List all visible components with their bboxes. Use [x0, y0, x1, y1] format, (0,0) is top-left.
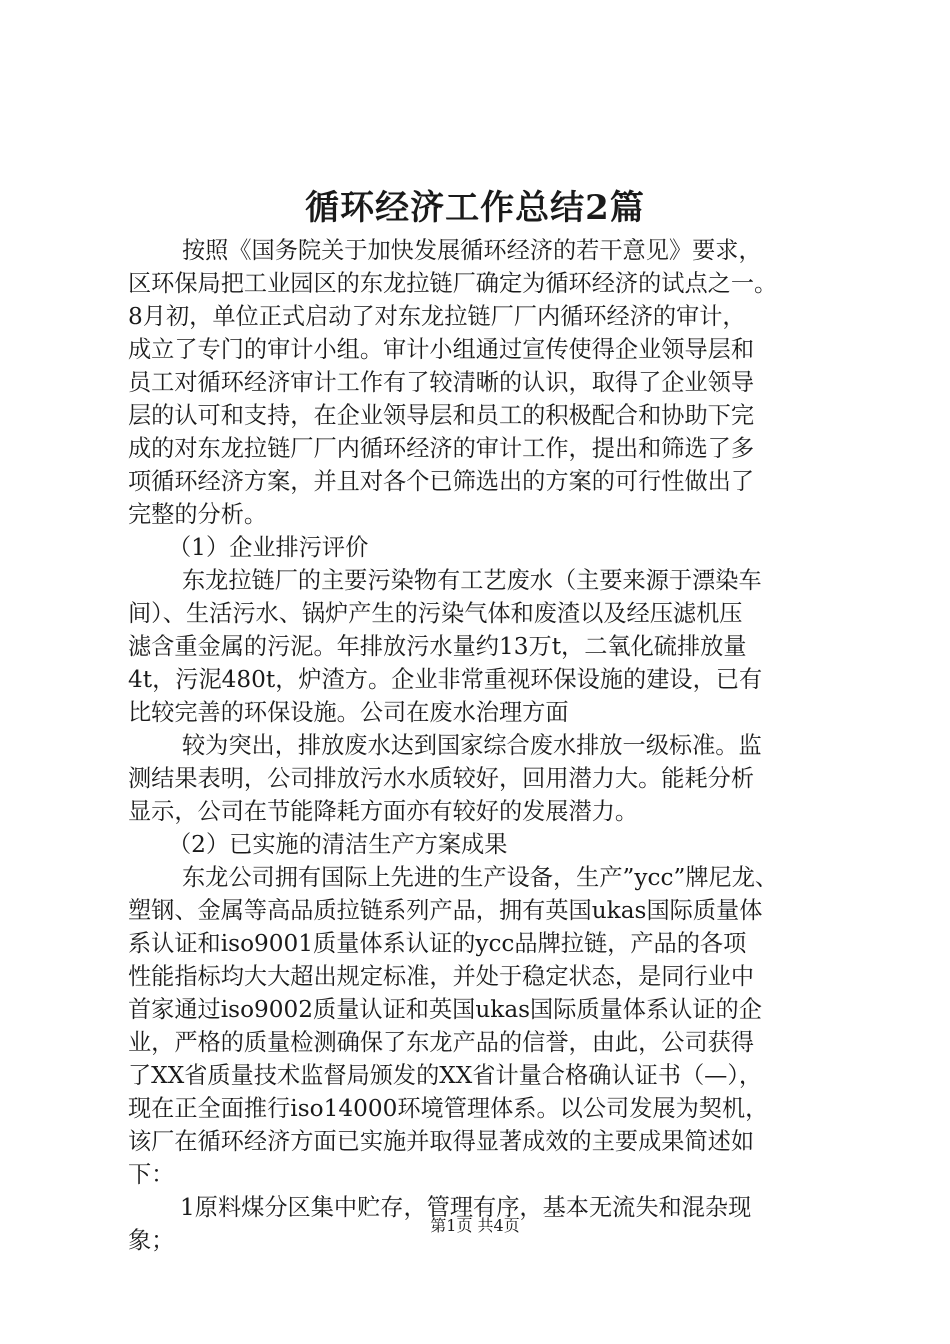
- text-line: 1原料煤分区集中贮存，管理有序，基本无流失和混杂现: [180, 1194, 752, 1221]
- text-line: 员工对循环经济审计工作有了较清晰的认识，取得了企业领导: [128, 369, 755, 396]
- text-line: 成的对东龙拉链厂厂内循环经济的审计工作，提出和筛选了多: [128, 435, 755, 462]
- text-line: 显示，公司在节能降耗方面亦有较好的发展潜力。: [128, 798, 639, 825]
- text-line: 较为突出，排放废水达到国家综合废水排放一级标准。监: [182, 732, 762, 759]
- text-line: 该厂在循环经济方面已实施并取得显著成效的主要成果简述如: [128, 1128, 755, 1155]
- text-line: 首家通过iso9002质量认证和英国ukas国际质量体系认证的企: [128, 996, 762, 1023]
- text-line: 下：: [128, 1161, 175, 1188]
- text-line: （2）已实施的清洁生产方案成果: [168, 831, 508, 858]
- text-line: 塑钢、金属等高品质拉链系列产品，拥有英国ukas国际质量体: [128, 897, 763, 924]
- text-line: 间）、生活污水、锅炉产生的污染气体和废渣以及经压滤机压: [128, 600, 743, 627]
- text-line: 象；: [128, 1227, 175, 1254]
- text-line: 东龙公司拥有国际上先进的生产设备，生产”ycc”牌尼龙、: [182, 864, 779, 891]
- text-line: 滤含重金属的污泥。年排放污水量约13万t，二氧化硫排放量: [128, 633, 747, 660]
- text-line: 比较完善的环保设施。公司在废水治理方面: [128, 699, 569, 726]
- document-body: [128, 234, 868, 1257]
- text-line: 性能指标均大大超出规定标准，并处于稳定状态，是同行业中: [128, 963, 755, 990]
- text-line: 了XX省质量技术监督局颁发的XX省计量合格确认证书（—），: [128, 1062, 763, 1089]
- text-line: 现在正全面推行iso14000环境管理体系。以公司发展为契机，: [128, 1095, 769, 1122]
- text-line: 东龙拉链厂的主要污染物有工艺废水（主要来源于漂染车: [182, 567, 762, 594]
- text-line: 成立了专门的审计小组。审计小组通过宣传使得企业领导层和: [128, 336, 755, 363]
- text-line: 8月初，单位正式启动了对东龙拉链厂厂内循环经济的审计，: [128, 303, 746, 330]
- document-title: 循环经济工作总结2篇: [305, 188, 645, 228]
- text-line: 系认证和iso9001质量体系认证的ycc品牌拉链，产品的各项: [128, 930, 747, 957]
- text-line: （1）企业排污评价: [168, 534, 369, 561]
- text-line: 测结果表明，公司排放污水水质较好，回用潜力大。能耗分析: [128, 765, 755, 792]
- text-line: 4t，污泥480t，炉渣方。企业非常重视环保设施的建设，已有: [128, 666, 763, 693]
- text-line: 区环保局把工业园区的东龙拉链厂确定为循环经济的试点之一。: [128, 270, 778, 297]
- text-line: 完整的分析。: [128, 501, 268, 528]
- text-line: 层的认可和支持，在企业领导层和员工的积极配合和协助下完: [128, 402, 755, 429]
- text-line: 业，严格的质量检测确保了东龙产品的信誉，由此，公司获得: [128, 1029, 755, 1056]
- page-footer: 第1页 共4页: [430, 1216, 520, 1235]
- text-line: 按照《国务院关于加快发展循环经济的若干意见》要求，: [182, 237, 762, 264]
- text-line: 项循环经济方案，并且对各个已筛选出的方案的可行性做出了: [128, 468, 755, 495]
